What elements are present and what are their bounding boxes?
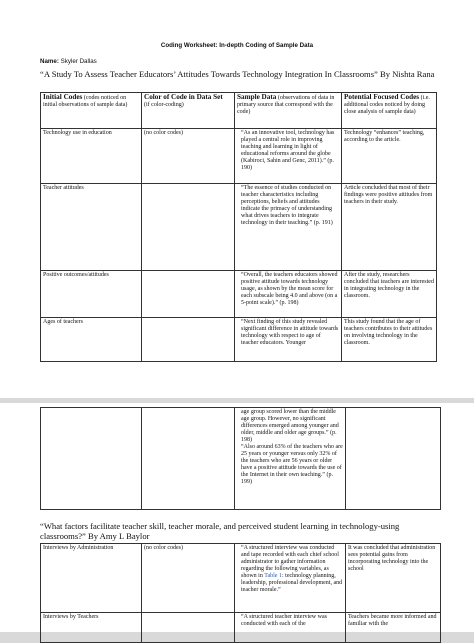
cell-focused: After the study, researchers concluded that teachers are interested in integrating technology in the classroom. (342, 271, 437, 318)
col-color-code: Color of Code in Data Set (if color-coding) (142, 93, 235, 129)
cell-code: Interviews by Teachers (41, 613, 142, 643)
name-label: Name: (40, 58, 59, 65)
cell-color: (no color codes) (142, 544, 235, 613)
study-1-title: “A Study To Assess Teacher Educators’ Attitudes Towards Technology Integration In Classrooms” By Nishta Rana (40, 69, 435, 79)
cell-sample: “As an innovative tool, technology has played a central role in improving teaching and learning in light of educational reforms around the globe (Kabiroci, Sahin and Genc, 2011).” (p. 190) (235, 129, 342, 184)
cell-focused: This study found that the age of teachers contributes to their attitudes on involving technology in the classroom. (342, 318, 437, 362)
cell-color (142, 271, 235, 318)
cell-code: Interviews by Administration (41, 544, 142, 613)
cell-sample: “A structured teacher interview was conducted with each of the (235, 613, 346, 643)
cell-sample: age group scored lower than the middle age group. However, no significant differences emerged among younger and older, middle and older age groups.” (p. 198) “Also around 63% of the teachers who are 25 years or younger versus only 32% of the teachers who are 56 years or older have a positive attitude towards the use of the Internet in their own teaching.” (p. 199) (235, 408, 346, 510)
coding-table-1 (40, 92, 437, 362)
table-1-link[interactable]: Table 1 (264, 573, 282, 579)
cell-sample: “Overall, the teachers educators showed positive attitude towards technology usage, as shown by the mean score for each subscale being 4.0 and above (on a 5-point scale).” (p. 198) (235, 271, 342, 318)
table-row (41, 184, 437, 271)
student-name (40, 58, 97, 65)
table-row (41, 318, 437, 362)
cell-focused: Article concluded that most of their findings were positive attitudes from teachers in their study. (342, 184, 437, 271)
col-focused-codes: Potential Focused Codes (i.e. additional codes noticed by doing close analysis of sample data) (342, 93, 437, 129)
cell-sample: “A structured interview was conducted and tape recorded with each chief school administrator to gather information regarding the following variables, as shown in Table 1: technology planning, leadership, professional development, and teacher morale.” (235, 544, 346, 613)
cell-focused (346, 408, 441, 510)
cell-sample: “The essence of studies conducted on teacher characteristics including perceptions, beliefs and attitudes indicate the primacy of understanding what drives teachers to integrate technology in their teaching.” (p. 191) (235, 184, 342, 271)
cell-color (142, 408, 235, 510)
col-initial-codes: Initial Codes (codes noticed on initial observations of sample data) (41, 93, 142, 129)
cell-code (41, 408, 142, 510)
cell-focused: It was concluded that administration sees potential gains from incorporating technology into the school (346, 544, 441, 613)
worksheet-title: Coding Worksheet: In-depth Coding of Sample Data (160, 42, 314, 49)
cell-color (142, 318, 235, 362)
cell-color: (no color codes) (142, 129, 235, 184)
table-row (41, 544, 441, 613)
coding-table-2 (40, 543, 441, 643)
name-value: Skyler Dallas (60, 58, 97, 65)
cell-focused: Technology “enhances” teaching, according to the article. (342, 129, 437, 184)
cell-sample: “Next finding of this study revealed significant difference in attitude towards technology with respect to age of teacher educators. Younger (235, 318, 342, 362)
coding-table-1-continued (40, 407, 441, 510)
cell-code: Technology use in education (41, 129, 142, 184)
cell-focused: Teachers became more informed and familiar with the (346, 613, 441, 643)
cell-color (142, 613, 235, 643)
table-row (41, 129, 437, 184)
col-sample-data: Sample Data (observations of data in primary source that correspond with the code) (235, 93, 342, 129)
cell-code: Positive outcomes/attitudes (41, 271, 142, 318)
table-row (41, 408, 441, 510)
cell-code: Teacher attitudes (41, 184, 142, 271)
cell-code: Ages of teachers (41, 318, 142, 362)
table-row (41, 613, 441, 643)
page-2 (0, 403, 474, 632)
study-2-title: “What factors facilitate teacher skill, teacher morale, and perceived student learning in technology-using classrooms?” By Amy L Baylor (40, 521, 400, 541)
table-row (41, 271, 437, 318)
table-header-row (41, 93, 437, 129)
cell-color (142, 184, 235, 271)
